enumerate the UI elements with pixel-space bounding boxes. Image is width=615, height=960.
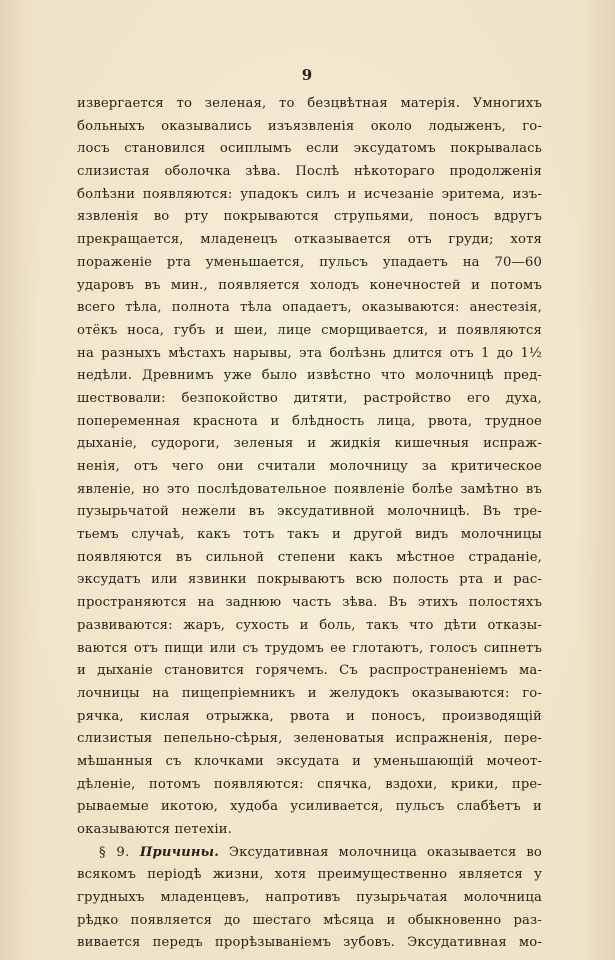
section-9-lines <box>77 864 542 955</box>
text-line: шествовали: безпокойство дитяти, растройство его духа, <box>77 390 542 406</box>
paragraph-section-9 <box>77 842 542 955</box>
text-line: язвленія во рту покрываются струпьями, поносъ вдругъ <box>77 209 542 225</box>
text-line: пространяются на заднюю часть зѣва. Въ этихъ полостяхъ <box>77 595 542 611</box>
text-line: дѣленіе, потомъ появляются: спячка, вздохи, крики, пре- <box>77 776 542 792</box>
text-line: рѣдко появляется до шестаго мѣсяца и обыкновенно раз- <box>77 912 542 928</box>
section-number: § 9. <box>99 844 130 860</box>
text-line: на разныхъ мѣстахъ нарывы, эта болѣзнь длится отъ 1 до 1½ <box>77 345 542 361</box>
text-line: пузырьчатой нежели въ эксудативной молочницѣ. Въ тре- <box>77 504 542 520</box>
section-9-first-line <box>77 842 542 865</box>
text-line: всякомъ періодѣ жизни, хотя преимущественно является у <box>77 867 542 883</box>
text-line: извергается то зеленая, то безцвѣтная матерія. Умногихъ <box>77 96 542 111</box>
body-text <box>77 93 542 955</box>
text-line: мѣшанныя съ клочками эксудата и уменьшающій мочеот- <box>77 753 542 769</box>
paragraph-symptoms <box>77 93 542 842</box>
section-first-line-text: Эксудативная молочница оказывается во <box>228 844 542 860</box>
text-line: попеременная краснота и блѣдность лица, рвота, трудное <box>77 413 542 429</box>
text-line: ваются отъ пищи или съ трудомъ ее глотаютъ, голосъ сипнетъ <box>77 640 542 656</box>
text-line: пораженіе рта уменьшается, пульсъ упадаетъ на 70—60 <box>77 254 542 270</box>
text-line: появляются въ сильной степени какъ мѣстное страданіе, <box>77 549 542 565</box>
text-line: дыханіе, судороги, зеленыя и жидкія кишечныя испраж- <box>77 436 542 452</box>
text-line: оказываются петехіи. <box>77 822 233 837</box>
text-line: явленіе, но это послѣдовательное появленіе болѣе замѣтно въ <box>77 481 542 497</box>
text-line: и дыханіе становится горячемъ. Съ распространеніемъ ма- <box>77 663 542 679</box>
text-line: болѣзни появляются: упадокъ силъ и исчезаніе эритема, изъ- <box>77 186 542 202</box>
text-line: прекращается, младенецъ отказывается отъ груди; хотя <box>77 232 542 248</box>
text-line: эксудатъ или язвинки покрываютъ всю полость рта и рас- <box>77 572 542 588</box>
text-line: развиваются: жаръ, сухость и боль, такъ что дѣти отказы- <box>77 617 542 633</box>
section-heading: Причины. <box>139 844 219 860</box>
text-line: грудныхъ младенцевъ, напротивъ пузырьчатая молочница <box>77 890 542 906</box>
text-line: слизистая оболочка зѣва. Послѣ нѣкотораго продолженія <box>77 164 542 180</box>
text-line: вивается передъ прорѣзываніемъ зубовъ. Эксудативная мо- <box>77 935 542 951</box>
text-line: тьемъ случаѣ, какъ тотъ такъ и другой видъ молочницы <box>77 527 542 543</box>
text-line: рячка, кислая отрыжка, рвота и поносъ, производящій <box>77 708 542 724</box>
page-number: 9 <box>301 66 314 84</box>
text-line: ненія, отъ чего они считали молочницу за критическое <box>77 459 542 474</box>
text-line: лосъ становился осиплымъ если эксудатомъ покрывалась <box>77 141 542 157</box>
text-line: отёкъ носа, губъ и шеи, лице сморщивается, и появляются <box>77 322 542 338</box>
text-line: всего тѣла, полнота тѣла опадаетъ, оказываются: анестезія, <box>77 300 542 316</box>
text-line: слизистыя пепельно-сѣрыя, зеленоватыя испражненія, пере- <box>77 731 542 747</box>
text-line: лочницы на пищепріемникъ и желудокъ оказываются: го- <box>77 685 542 701</box>
text-line: больныхъ оказывались изъязвленія около лодыженъ, го- <box>77 118 542 134</box>
text-line: недѣли. Древнимъ уже было извѣстно что молочницѣ пред- <box>77 368 542 384</box>
text-line: ударовъ въ мин., появляется холодъ конечностей и потомъ <box>77 277 542 293</box>
text-line: рываемые икотою, худоба усиливается, пульсъ слабѣетъ и <box>77 799 542 815</box>
